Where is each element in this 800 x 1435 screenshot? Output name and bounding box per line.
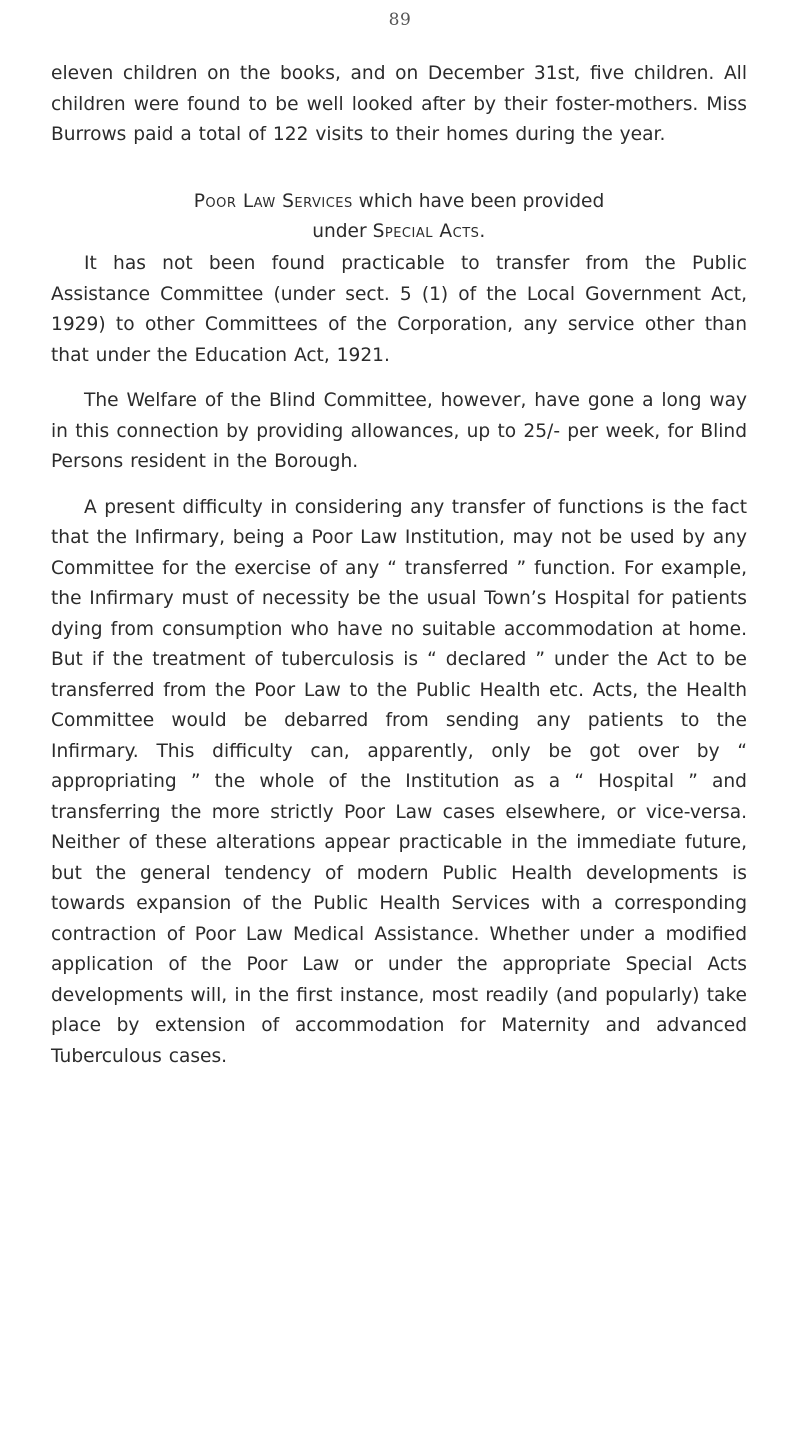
- heading-line2-caps: Special Acts.: [372, 221, 486, 242]
- heading-line2: [51, 217, 747, 247]
- heading-rest: which have been provided: [358, 191, 605, 212]
- body-text: [51, 249, 747, 1072]
- intro-paragraph: eleven children on the books, and on December 31st, five children. All children were found to be well looked after by their foster-mothers. Miss Burrows paid a total of 122 visits to their homes during the year.: [51, 63, 747, 145]
- heading-line2-plain: under: [312, 221, 367, 242]
- heading-lead: Poor Law Services: [193, 191, 353, 212]
- page-number: 89: [388, 10, 412, 30]
- paragraph-transfer: It has not been found practicable to transfer from the Public Assistance Committee (under sect. 5 (1) of the Local Government Act, 1929) to other Committees of the Corporation, any service other than that under the Education Act, 1921.: [51, 253, 747, 366]
- paragraph-infirmary: A present difficulty in considering any transfer of functions is the fact that the Infirmary, being a Poor Law Institution, may not be used by any Committee for the exercise of any “ transferred ” function. For example, the Infirmary must of necessity be the usual Town’s Hospital for patients dying from consumption who have no suitable accommodation at home. But if the treatment of tuberculosis is “ declared ” under the Act to be transferred from the Poor Law to the Public Health etc. Acts, the Health Committee would be debarred from sending any patients to the Infirmary. This difficulty can, apparently, only be got over by “ appropriating ” the whole of the Institution as a “ Hospital ” and transferring the more strictly Poor Law cases elsewhere, or vice-versa. Neither of these alterations appear practicable in the immediate future, but the general tendency of modern Public Health developments is towards expansion of the Public Health Services with a corresponding contraction of Poor Law Medical Assistance. Whether under a modified application of the Poor Law or under the appropriate Special Acts developments will, in the first instance, most readily (and popularly) take place by extension of accommodation for Maternity and advanced Tuberculous cases.: [51, 496, 747, 1067]
- intro-paragraph-block: [51, 59, 747, 151]
- section-heading: [51, 187, 747, 247]
- paragraph-blind-welfare: The Welfare of the Blind Committee, however, have gone a long way in this connection by providing allowances, up to 25/- per week, for Blind Persons resident in the Borough.: [51, 390, 747, 472]
